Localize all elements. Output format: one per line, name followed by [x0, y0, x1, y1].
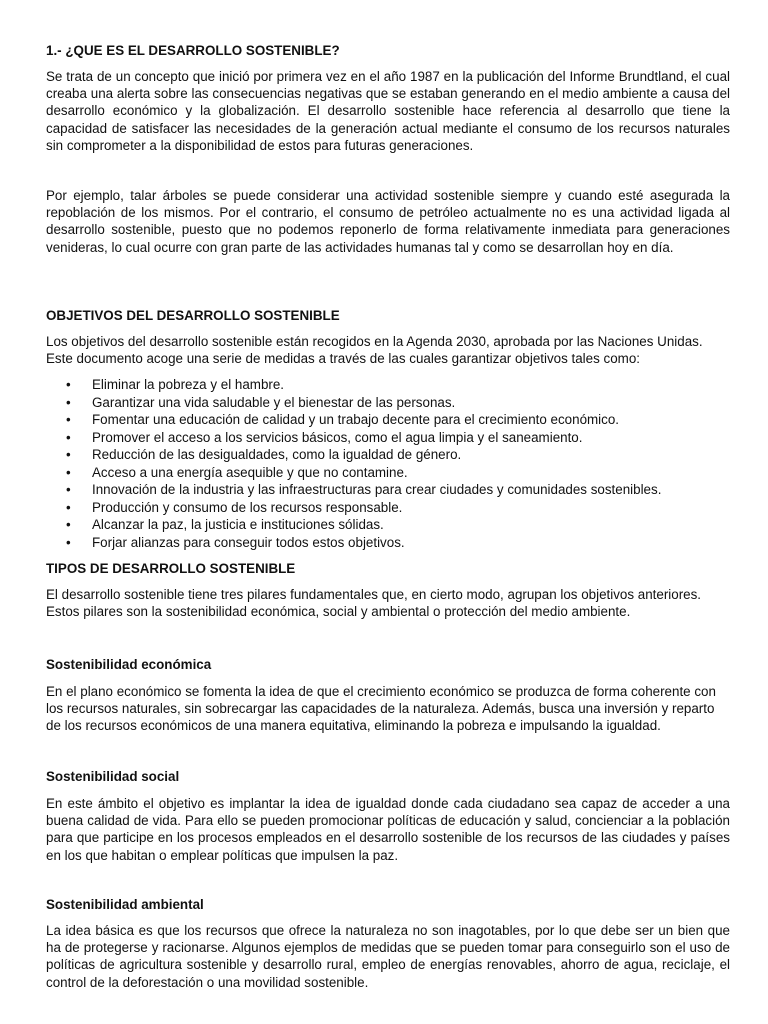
- paragraph-economica: En el plano económico se fomenta la idea de que el crecimiento económico se produzca de forma coherente con los recursos naturales, sin sobrecargar las capacidades de la naturaleza. Además, busca una inversión y reparto de los recursos económicos de una manera equitativa, eliminando la pobreza e impulsando la igualdad.: [46, 684, 716, 734]
- list-item: • Producción y consumo de los recursos responsable.: [66, 499, 403, 515]
- bullet-icon: •: [66, 412, 71, 427]
- subsection-title-social: Sostenibilidad social: [46, 769, 180, 784]
- list-item: • Eliminar la pobreza y el hambre.: [66, 377, 285, 392]
- section-title-tipos: TIPOS DE DESARROLLO SOSTENIBLE: [46, 561, 296, 576]
- subsection-title-ambiental: Sostenibilidad ambiental: [46, 897, 204, 912]
- bullet-icon: •: [66, 464, 71, 480]
- paragraph-objetivos-intro: Los objetivos del desarrollo sostenible están recogidos en la Agenda 2030, aprobada por las Naciones Unidas. Este documento acoge una serie de medidas a través de las cuales garantizar objetivos tales como:: [46, 334, 703, 367]
- subsection-title-economica: Sostenibilidad económica: [46, 657, 212, 672]
- bullet-icon: •: [66, 534, 71, 550]
- objetivos-list: [46, 376, 730, 551]
- list-item: • Promover el acceso a los servicios básicos, como el agua limpia y el saneamiento.: [66, 429, 583, 445]
- list-item: • Alcanzar la paz, la justicia e instituciones sólidas.: [66, 517, 384, 532]
- paragraph-ejemplo: Por ejemplo, talar árboles se puede considerar una actividad sostenible siempre y cuando esté asegurada la repoblación de los mismos. Por el contrario, el consumo de petróleo actualmente no es una actividad ligada al desarrollo sostenible, puesto que no podemos reponerlo de forma relativamente inmediata para generaciones venideras, lo cual ocurre con gran parte de las actividades humanas tal y como se desarrollan hoy en día.: [46, 188, 730, 255]
- bullet-icon: •: [66, 447, 71, 462]
- list-item: • Fomentar una educación de calidad y un trabajo decente para el crecimiento económico.: [66, 412, 620, 427]
- bullet-icon: •: [66, 377, 71, 392]
- bullet-icon: •: [66, 499, 71, 515]
- bullet-icon: •: [66, 482, 71, 497]
- paragraph-social: En este ámbito el objetivo es implantar la idea de igualdad donde cada ciudadano sea capaz de acceder a una buena calidad de vida. Para ello se pueden promocionar políticas de educación y salud, concienciar a la población para que participe en los procesos empleados en el desarrollo sostenible de los recursos de las ciudades y países en los que habitan o emplear políticas que impulsen la paz.: [46, 796, 730, 863]
- bullet-icon: •: [66, 429, 71, 445]
- list-item: • Garantizar una vida saludable y el bienestar de las personas.: [66, 394, 456, 410]
- paragraph-definicion: Se trata de un concepto que inició por primera vez en el año 1987 en la publicación del Informe Brundtland, el cual creaba una alerta sobre las consecuencias negativas que se estaban generando en el medio ambiente a causa del desarrollo económico y la globalización. El desarrollo sostenible hace referencia al desarrollo que tiene la capacidad de satisfacer las necesidades de la generación actual mediante el consumo de los recursos naturales sin comprometer a la disponibilidad de estos para futuras generaciones.: [46, 69, 730, 153]
- list-item: • Forjar alianzas para conseguir todos estos objetivos.: [66, 534, 405, 550]
- list-item: • Acceso a una energía asequible y que no contamine.: [66, 464, 408, 480]
- list-item: • Innovación de la industria y las infraestructuras para crear ciudades y comunidades sostenibles.: [66, 482, 662, 497]
- section-title-objetivos: OBJETIVOS DEL DESARROLLO SOSTENIBLE: [46, 308, 340, 323]
- paragraph-ambiental: La idea básica es que los recursos que ofrece la naturaleza no son inagotables, por lo que debe ser un bien que ha de protegerse y racionarse. Algunos ejemplos de medidas que se pueden tomar para conseguirlo son el uso de políticas de agricultura sostenible y desarrollo rural, empleo de energías renovables, ahorro de agua, reciclaje, el control de la deforestación o una movilidad sostenible.: [46, 923, 730, 990]
- bullet-icon: •: [66, 517, 71, 532]
- list-item: • Reducción de las desigualdades, como la igualdad de género.: [66, 447, 462, 462]
- paragraph-tipos-intro: El desarrollo sostenible tiene tres pilares fundamentales que, en cierto modo, agrupan los objetivos anteriores. Estos pilares son la sostenibilidad económica, social y ambiental o protección del medio ambiente.: [46, 587, 702, 620]
- section-title-que-es: 1.- ¿QUE ES EL DESARROLLO SOSTENIBLE?: [46, 43, 340, 58]
- bullet-icon: •: [66, 394, 71, 410]
